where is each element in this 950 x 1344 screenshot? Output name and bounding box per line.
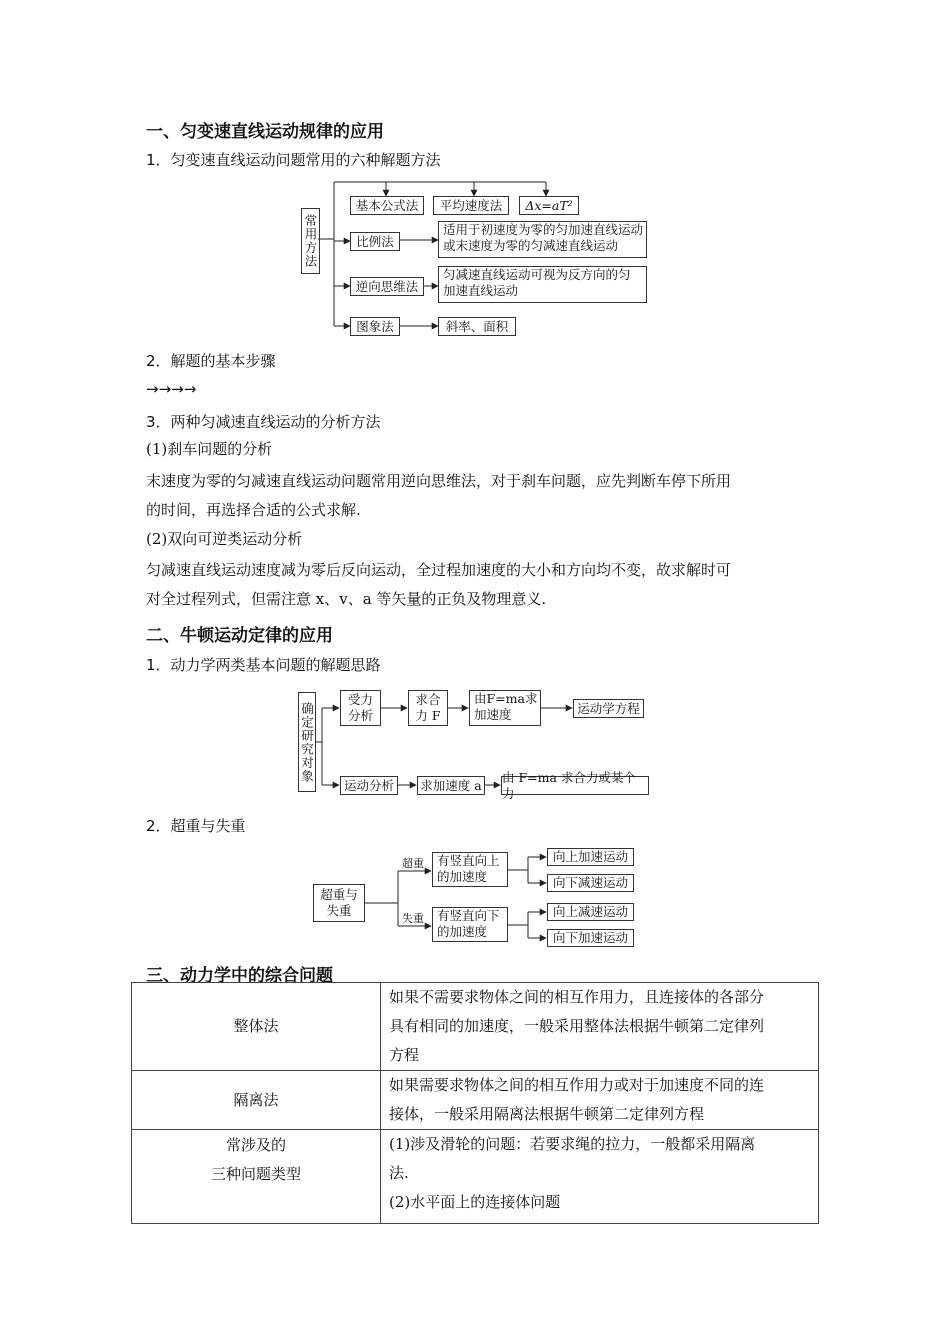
basic-formula-box: 基本公式法 [350, 196, 424, 215]
fma-line-1: 由F=ma求 [474, 691, 538, 706]
table-row [132, 1130, 819, 1224]
ow-line-2: 失重 [326, 903, 352, 918]
problem-types-line-1: 常涉及的 [225, 1136, 286, 1154]
problem-types-desc [381, 1130, 819, 1224]
fma-acceleration-box [469, 690, 541, 726]
determine-object-box: 确定研究对象 [298, 692, 316, 792]
methods-table [131, 982, 819, 1224]
reverse-desc-line-2: 加速直线运动 [443, 283, 519, 298]
kinematics-equation-box: 运动学方程 [573, 699, 644, 718]
ratio-desc-line-2: 或末速度为零的匀减速直线运动 [443, 238, 619, 253]
row3-line3: (2)水平面上的连接体问题 [389, 1193, 561, 1211]
section-1-subtitle-2: 2．解题的基本步骤 [146, 352, 276, 370]
ratio-description-box [438, 221, 647, 258]
force-analysis-line-1: 受力 [347, 692, 373, 707]
overweight-weightless-box [313, 884, 365, 922]
whole-method-cell: 整体法 [132, 983, 381, 1071]
average-velocity-box: 平均速度法 [433, 196, 509, 215]
whole-method-desc [381, 983, 819, 1071]
reverse-thinking-box: 逆向思维法 [350, 277, 424, 296]
down-acc-line-2: 的加速度 [437, 924, 488, 939]
downward-acceleration-box [432, 907, 508, 942]
reversible-heading: (2)双向可逆类运动分析 [146, 530, 303, 548]
down-decelerating-box: 向下减速运动 [547, 874, 634, 892]
motion-analysis-box: 运动分析 [340, 776, 398, 795]
up-acc-line-2: 的加速度 [437, 869, 488, 884]
problem-types-line-2: 三种问题类型 [210, 1165, 301, 1183]
section-2-title: 二、牛顿运动定律的应用 [146, 626, 333, 646]
fma-force-box: 由 F=ma 求合力或某个力 [501, 776, 649, 795]
problem-types-cell [132, 1130, 381, 1224]
ratio-method-box: 比例法 [350, 232, 400, 251]
section-1-subtitle-3: 3．两种匀减速直线运动的分析方法 [146, 413, 381, 431]
section-1-subtitle-1: 1．匀变速直线运动问题常用的六种解题方法 [146, 151, 441, 169]
isolation-method-desc [381, 1071, 819, 1130]
ratio-desc-line-1: 适用于初速度为零的匀加速直线运动 [443, 222, 644, 237]
force-analysis-box [340, 690, 381, 726]
row1-line2: 具有相同的加速度，一般采用整体法根据牛顿第二定律列 [389, 1017, 765, 1035]
row1-line3: 方程 [389, 1046, 420, 1064]
graph-method-box: 图象法 [350, 317, 400, 336]
weightless-label: 失重 [402, 912, 424, 925]
table-row [132, 983, 819, 1071]
row3-line1: (1)涉及滑轮的问题：若要求绳的拉力，一般都采用隔离 [389, 1135, 756, 1153]
row3-line2: 法. [389, 1164, 409, 1182]
overweight-label: 超重 [402, 857, 424, 870]
up-accelerating-box: 向上加速运动 [547, 848, 634, 866]
reverse-desc-line-1: 匀减速直线运动可视为反方向的匀 [443, 267, 631, 282]
section-1-title: 一、匀变速直线运动规律的应用 [146, 122, 384, 142]
steps-arrows: →→→→ [146, 380, 197, 398]
brake-paragraph-line-1: 末速度为零的匀减速直线运动问题常用逆向思维法，对于刹车问题，应先判断车停下所用 [146, 472, 732, 490]
section-2-subtitle-2: 2．超重与失重 [146, 817, 246, 835]
row2-line2: 接体，一般采用隔离法根据牛顿第二定律列方程 [389, 1105, 705, 1123]
down-accelerating-box: 向下加速运动 [547, 929, 634, 947]
up-decelerating-box: 向上减速运动 [547, 903, 634, 921]
net-force-box [408, 690, 448, 726]
find-acceleration-box: 求加速度 a [417, 776, 485, 795]
reversible-paragraph-line-2: 对全过程列式，但需注意 x、v、a 等矢量的正负及物理意义. [146, 590, 547, 608]
common-methods-box: 常用方法 [301, 208, 320, 274]
net-force-line-1: 求合 [415, 692, 441, 707]
brake-problem-heading: (1)刹车问题的分析 [146, 440, 273, 458]
row1-line1: 如果不需要求物体之间的相互作用力，且连接体的各部分 [389, 988, 765, 1006]
delta-x-formula-box: Δx=aT² [519, 196, 579, 215]
slope-area-box: 斜率、面积 [438, 317, 516, 336]
upward-acceleration-box [432, 852, 508, 887]
force-analysis-line-2: 分析 [347, 708, 373, 723]
isolation-method-cell: 隔离法 [132, 1071, 381, 1130]
up-acc-line-1: 有竖直向上 [437, 853, 500, 868]
section-3-title: 三、动力学中的综合问题 [146, 966, 333, 986]
net-force-line-2: 力 F [415, 708, 441, 723]
down-acc-line-1: 有竖直向下 [437, 908, 500, 923]
reversible-paragraph-line-1: 匀减速直线运动速度减为零后反向运动，全过程加速度的大小和方向均不变，故求解时可 [146, 561, 732, 579]
ow-line-1: 超重与 [320, 887, 358, 902]
brake-paragraph-line-2: 的时间，再选择合适的公式求解. [146, 501, 361, 519]
table-row [132, 1071, 819, 1130]
reverse-description-box [438, 266, 647, 303]
fma-line-2: 加速度 [474, 707, 512, 722]
section-2-subtitle-1: 1．动力学两类基本问题的解题思路 [146, 656, 381, 674]
row2-line1: 如果需要求物体之间的相互作用力或对于加速度不同的连 [389, 1076, 765, 1094]
